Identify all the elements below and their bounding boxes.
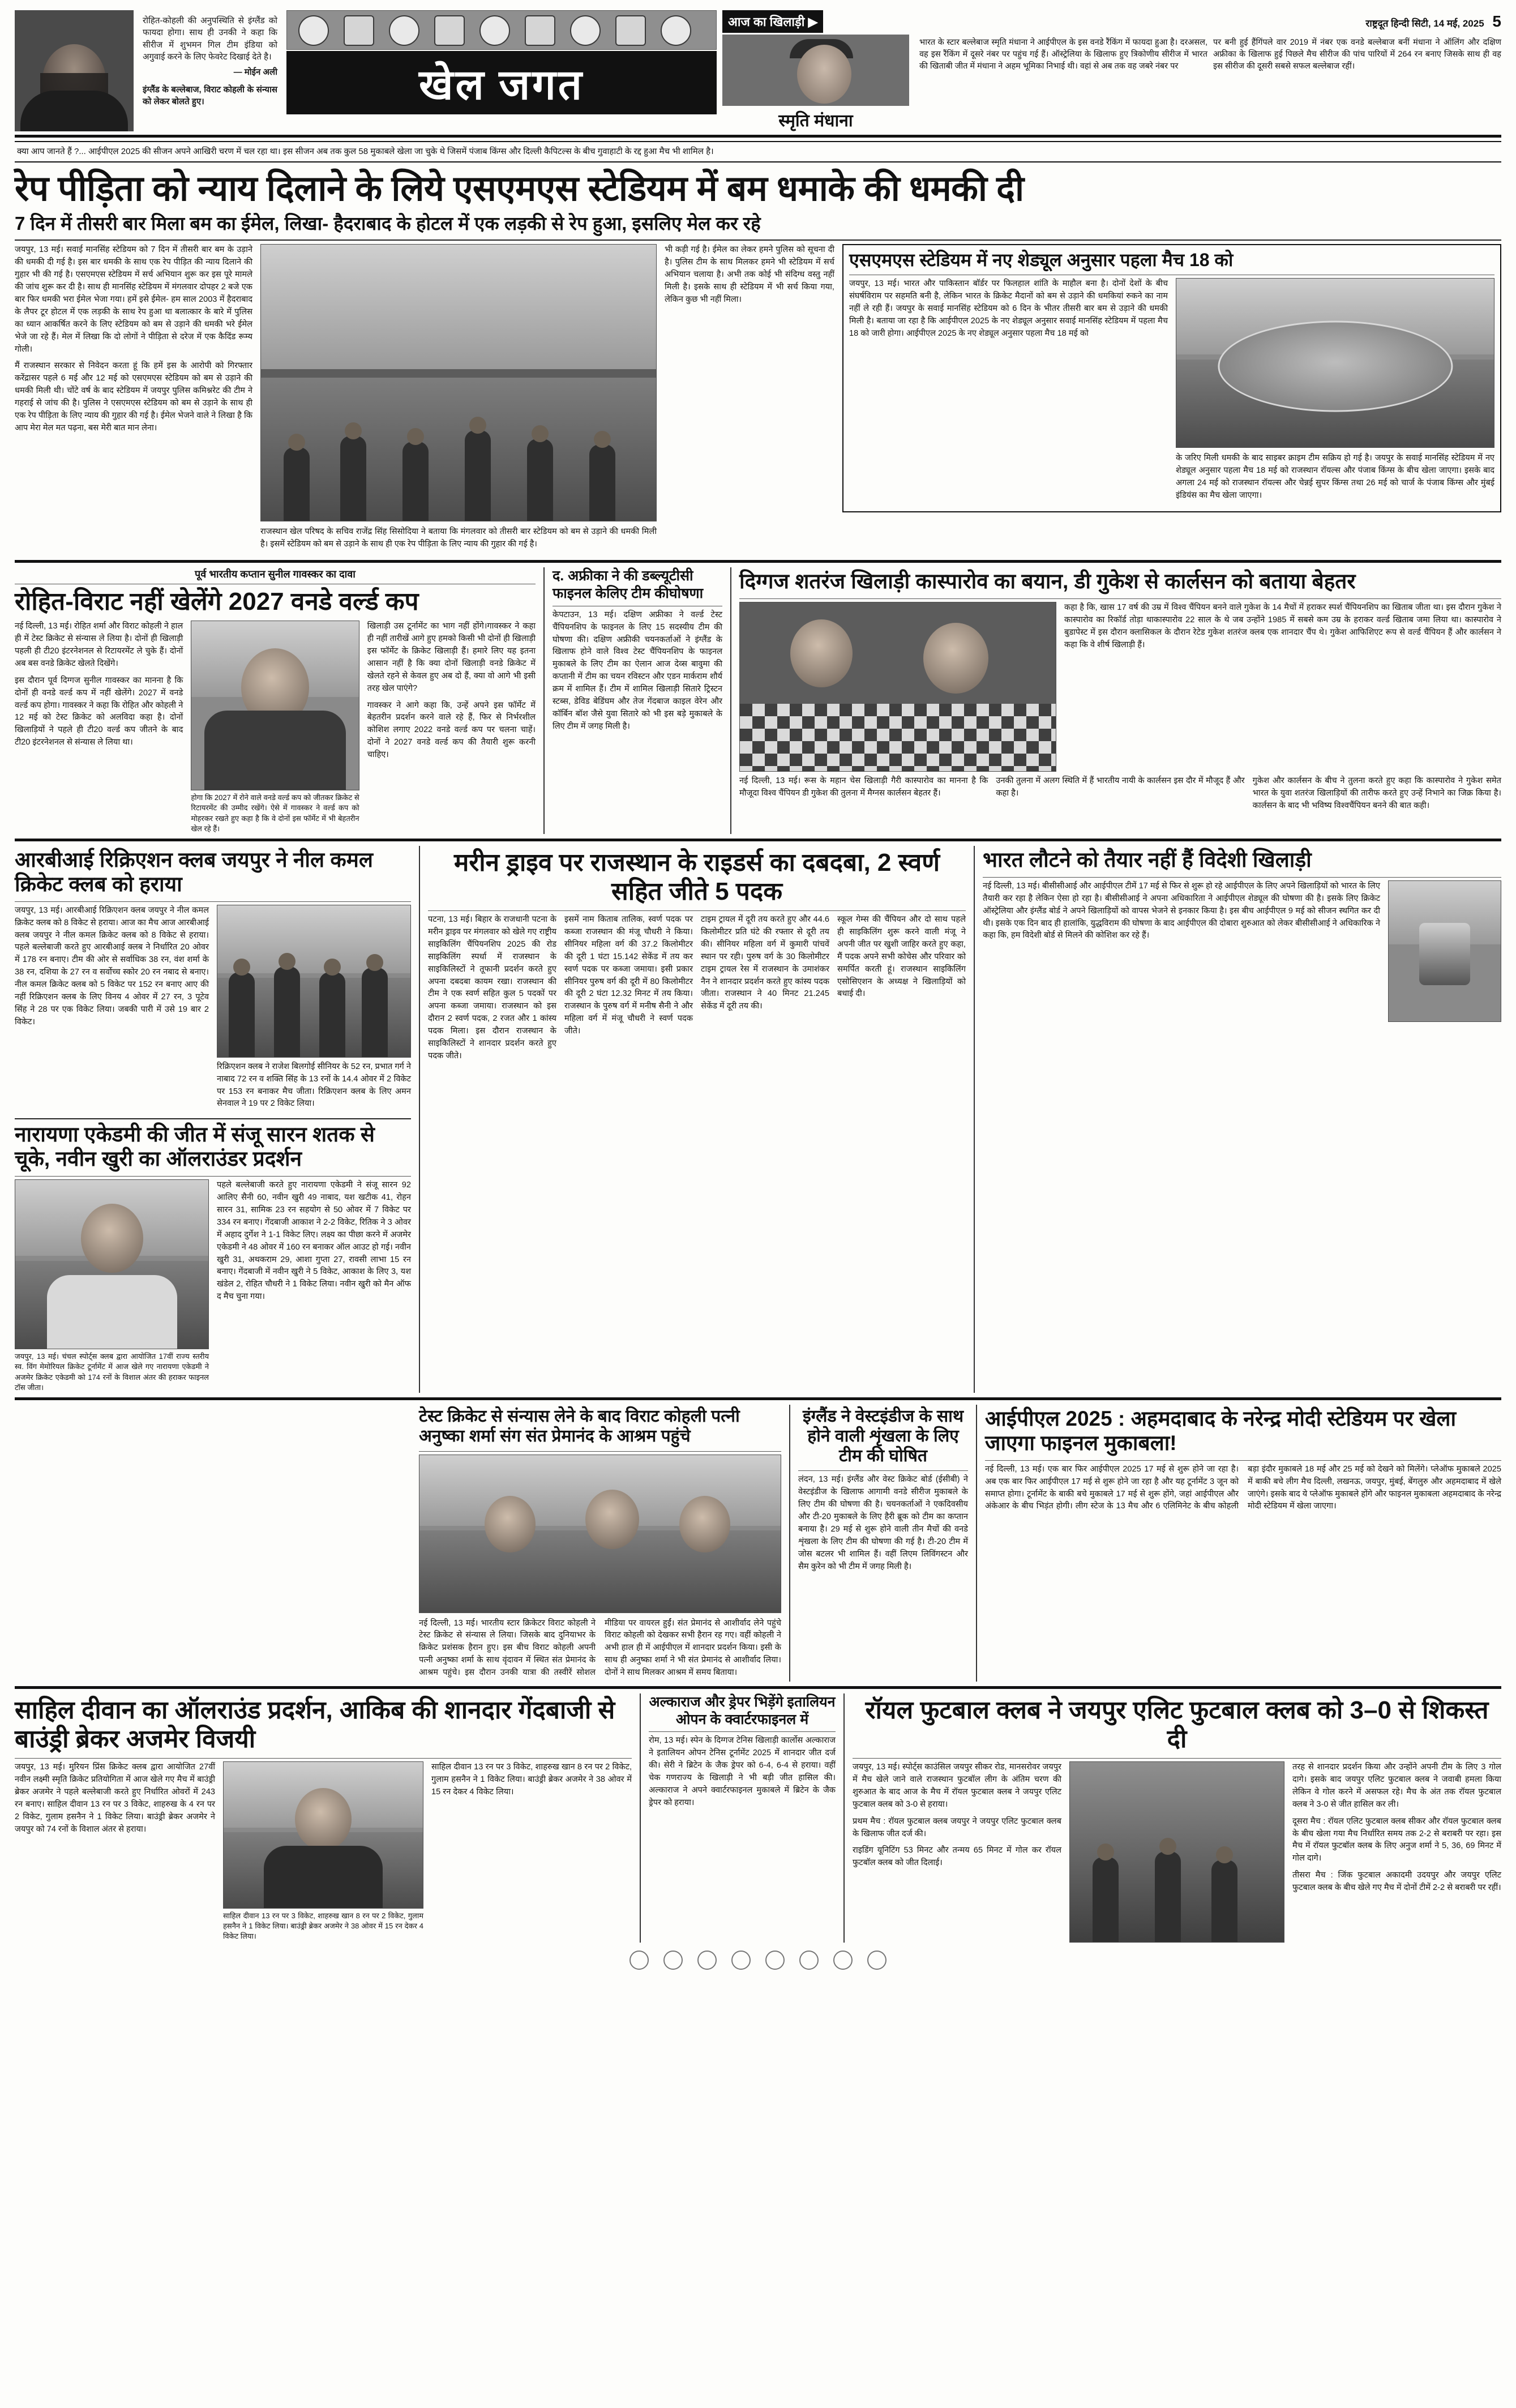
gavaskar-para-4: गावस्कर ने आगे कहा कि, उन्हें अपने इस फॉर्मेट में बेहतरीन प्रदर्शन करने वाले रहे हैं, फिर से निर्भरशील कोशिश लगाए 2022 वनडे वर्ल्ड कप पर चलना चाहें। दोनों ने 2027 वनडे वर्ल्ड कप की तैयारी शुरू करनी चाहिए।	[367, 700, 536, 760]
royal-para-1: जयपुर, 13 मई। स्पोर्ट्स काउंसिल जयपुर सीकर रोड, मानसरोवर जयपुर में मैच खेले जाने वाले राजस्थान फुटबॉल लीग के अंतिम चरण की शुरुआत के बाद आज के मैच में रॉयल फुटबाल क्लब ने जयपुर एलिट फुटबाल क्लब को 3-0 से हराया।	[853, 1763, 1061, 1809]
reg-dot	[867, 1951, 887, 1970]
basketball-icon	[479, 15, 510, 46]
chess-players-photo	[739, 602, 1056, 772]
row-sahil-alcaraz-royal	[15, 1693, 1501, 1943]
reg-dot	[799, 1951, 819, 1970]
wtc-body: केपटाउन, 13 मई। दक्षिण अफ्रीका ने वर्ल्ड टेस्ट चैंपियनशिप के फाइनल के लिए 15 सदस्यीय टीम की घोषणा की। दक्षिण अफ्रीकी चयनकर्ताओं ने इंग्लैंड के खिलाफ होने वाले विश्व टेस्ट चैंपियनशिप के फाइनल मुकाबले के लिए टीम का ऐलान आज देव्स बावुमा की कप्तानी में टीम का चयन रविस्टन और एडन मार्कराम शौर्य क्रम में शामिल हैं। टीम में शामिल खिलाड़ी सितारे ट्रिस्टन स्टब्स, डेविड बेडिंघम और तेज गेंदबाज काइल वेरेन और कॉर्बिन बॉश जैसे युवा सितारे को भी इस बड़े मुकाबले के लिए टीम में जगह मिली है।	[553, 610, 722, 731]
chess-para-3: कहा है कि, खास 17 वर्ष की उम्र में विश्व चैंपियन बनने वाले गुकेश के 14 मैचों में हराकर स्पर्श चैंपियनशिप का खिताब जीता था। इस दौरान गुकेश ने कास्पारोव का रिकॉर्ड तोड़ा थाकास्पारोव 22 साल के थे जब उन्होंने 1985 में सबसे कम उम्र के हराकर वर्ल्ड खिताब जमा लिया था। कास्पारोव ने बुडापेस्ट में इस दौरान क्लासिकल के दौरान रेटेड गुकेश शतरंज क्लब एक शानदार चैंप थे। गुकेश आफिशिएट रूप से वर्ल्ड चैंपियन हैं और कार्लसन ने कहा कि वे शीर्ष खिलाड़ी हैं।	[1064, 603, 1501, 649]
sahil-body: जयपुर, 13 मई। मुरियन प्रिंस क्रिकेट क्लब द्वारा आयोजित 27वीं नवीन लक्ष्मी स्मृति क्रिकेट प्रतियोगिता में आज खेले गए मैच में बाउंड्री ब्रेकर अजमेर ने पहले बल्लेबाजी करते हुए निर्धारित ओवरों में 243 रन बनाए। साहिल दीवान 13 रन पर 3 विकेट, शाहरुख के 4 रन पर 2 विकेट, गुलाम हसनैन ने 1 विकेट लिया। बाउंड्री ब्रेकर अजमेर ने जयपुर को 74 रनों के विशाल अंतर से हराया।	[15, 1763, 215, 1834]
royal-para-3: राइडिंग यूनिटिंग 53 मिनट और तन्मय 65 मिनट में गोल कर रॉयल फुटबॉल क्लब को जीत दिलाई।	[853, 1846, 1061, 1868]
chess-para-2: उनकी तुलना में अलग स्थिति में हैं भारतीय नायी के कार्लसन इस दौर में मौजूद हैं और कहा है।	[996, 776, 1245, 798]
masthead-right-text-1: भारत के स्टार बल्लेबाज स्मृति मंधाना ने आईपीएल के इस वनडे रैंकिंग में फायदा हुआ है। दरअसल, वह इस रैंकिंग में दूसरे नंबर पर पहुंच गई हैं। ऑस्ट्रेलिया के खिलाफ हुए त्रिकोणीय सीरीज में भारत की खिताबी जीत में मंधाना ने अहम भूमिका निभाई थी। वहां से अब तक वह जबरे नंबर पर	[919, 37, 1207, 71]
marine-headline: मरीन ड्राइव पर राजस्थान के राइडर्स का दबदबा, 2 स्वर्ण सहित जीते 5 पदक	[453, 849, 940, 906]
trophy-icon	[344, 15, 374, 46]
virat-ashram-headline: टेस्ट क्रिकेट से संन्यास लेने के बाद विराट कोहली पत्नी अनुष्का शर्मा संग संत प्रेमानंद के आश्रम पहुंचे	[419, 1406, 740, 1445]
england-wi-headline: इंग्लैंड ने वेस्टइंडीज के साथ होने वाली शृंखला के लिए टीम की घोषित	[802, 1406, 964, 1465]
marine-col-1: पटना, 13 मई। बिहार के राजधानी पटना के मरीन ड्राइव पर मंगलवार को खेले गए राष्ट्रीय साइकिलिंग चैंपियनशिप 2025 की रोड साइकिलिंग स्पर्धा में राजस्थान के साइकिलिस्टों ने तूफानी प्रदर्शन करते हुए अपना दबदबा कायम रखा। राजस्थान की टीम ने एक स्वर्ण सहित कुल 5 पदकों पर अपना कब्जा जमाया। राजस्थान को इस दौरान 2 स्वर्ण पदक, 2 रजत और 1 कांस्य पदक मिला। इस दौरान राजस्थान के साइकिलिस्टों ने शानदार प्रदर्शन करते हुए पदक जीते।	[428, 915, 556, 1060]
lead-para-1: जयपुर, 13 मई। सवाई मानसिंह स्टेडियम को 7 दिन में तीसरी बार बम के उड़ाने की धमकी दी गई है। इस बार धमकी के साथ एक रेप पीड़ित की न्याय दिलाने की गुहार भी की गई है। एसएमएस स्टेडियम में सर्च अभियान शुरू कर इस पूरे मामले की जांच शुरू कर दी है। साथ ही मानसिंह स्टेडियम में मंगलवार दोपहर 2 बजे एक बार फिर धमकी भरा ईमेल भेजा गया। हमें इसे ईमेल- हम साल 2003 में हैदराबाद के लैपर टूर होटल में एक लड़की के साथ रेप हुआ था बलात्कार के बारे में पुलिस का ध्यान आकर्षित करने के लिए स्टेडियम को बम से उड़ाने की धमकी भरे ईमेल भेजे जा रहे हैं। मेल में लिखा कि दो लोगों ने पीड़िता से दरेज में एक कैदिंड रूम्य गोली।	[15, 245, 252, 354]
sahil-player-photo	[223, 1761, 423, 1909]
section-logo-block	[286, 10, 717, 131]
medal-icon	[615, 15, 646, 46]
paper-dateline	[919, 10, 1501, 33]
football-icon	[389, 15, 419, 46]
masthead-quote-text: रोहित-कोहली की अनुपस्थिति से इंग्लैंड को फायदा होगा। साथ ही उनकी ने कहा कि सीरीज में शुभमन गिल टीम इंडिया को अगुवाई करने के लिए फेवरेट दिखाई देते है।	[143, 16, 277, 62]
lead-para-4: भी कड़ी गई है। ईमेल का लेकर हमने पुलिस को सूचना दी है। पुलिस टीम के साथ मिलकर हमने भी स्टेडियम में सर्च अभियान चलाया है। अभी तक कोई भी संदिग्ध वस्तु नहीं मिली है। इसके साथ ही स्टेडियम में भी सर्च किया गया, लेकिन कुछ भी नहीं मिला।	[665, 245, 834, 304]
sahil-headline: साहिल दीवान का ऑलराउंड प्रदर्शन, आकिब की शानदार गेंदबाजी से बाउंड्री ब्रेकर अजमेर विजयी	[15, 1696, 615, 1753]
rbi-headline: आरबीआई रिक्रिएशन क्लब जयपुर ने नील कमल क्रिकेट क्लब को हराया	[15, 848, 373, 896]
lead-photo-security	[260, 244, 657, 521]
racket-icon	[525, 15, 555, 46]
gavaskar-photo-caption: होगा कि 2027 में रोने वाले वनडे वर्ल्ड कप को जीतकर क्रिकेट से रिटायरमेंट की उम्मीद रखेंगे। ऐसे में गावस्कर ने वर्ल्ड कप को मोहरकर रखते हुए कहा है कि वे दोनों इस फॉर्मेट में भी बेहतरीन खेल रहे हैं।	[191, 793, 359, 833]
royal-fc-headline: रॉयल फुटबाल क्लब ने जयपुर एलिट फुटबाल क्लब को 3–0 से शिकस्त दी	[865, 1696, 1489, 1753]
royal-right-col: तरह से शानदार प्रदर्शन किया और उन्होंने अपनी टीम के लिए 3 गोल दागे। इसके बाद जयपुर एलिट फुटबाल क्लब ने जवाबी हमला किया लेकिन वे गोल करने में असफल रहे। मैच के अंत तक रॉयल फुटबाल क्लब ने 3-0 से जीत हासिल कर ली।	[1292, 1763, 1501, 1809]
england-wi-body: लंदन, 13 मई। इंग्लैंड और वेस्ट क्रिकेट बोर्ड (ईसीबी) ने वेस्टइंडीज के खिलाफ आगामी वनडे सीरीज मुकाबले के लिए टीम की घोषणा की है। चयनकर्ताओं ने एकदिवसीय और टी-20 मुकाबले के लिए हैरी ब्रूक को टीम का कप्तान बनाया है। 29 मई से शुरू होने वाली तीन मैचों की वनडे शृंखला के लिए टीम की घोषणा की गई है। टी-20 टीम में जोस बटलर भी शामिल हैं। वहीं लिएम लिविंगस्टन और सैम कुरेन को भी टीम में जगह मिली है।	[798, 1475, 968, 1571]
reg-dot	[697, 1951, 717, 1970]
registration-dots	[15, 1943, 1501, 1973]
lead-story-body	[15, 244, 1501, 555]
narayana-player-photo	[15, 1179, 209, 1349]
narayana-headline: नारायणा एकेडमी की जीत में संजू सारन शतक से चूके, नवीन खुरी का ऑलराउंडर प्रदर्शन	[15, 1123, 375, 1171]
masthead-right-text-2: पर बनी हुई हैंगिंपले वार 2019 में नंबर एक वनडे बल्लेबाज बनीं मंधाना ने ऑलिंग और दक्षिण अफ्रीका के खिलाफ हुई पिछले मैच सीरीज की पांच पारियों में 264 रन बनाए जिसके साथ ही वह इस सीरीज की दूसरी सबसे सफल बल्लेबाज रहीं।	[1213, 37, 1501, 71]
bat-icon	[434, 15, 465, 46]
royal-fc-match-photo	[1069, 1761, 1284, 1943]
foreign-players-body: नई दिल्ली, 13 मई। बीसीसीआई और आईपीएल टीमें 17 मई से फिर से शुरू हो रहे आईपीएल के लिए अपने खिलाड़ियों को भारत के लिए तैयारी कर रहा है लेकिन ऐसा हो रहा है। बीसीसीआई ने अपना अधिकारिता ने आईपीएल शेड्यूल की घोषणा की है। इसके लिए क्रिकेट ऑस्ट्रेलिया और इंग्लैंड बोर्ड ने अपने खिलाड़ियों को वापस भेजने से इनकार किया है। इस बीच आईपीएल 9 मई को सीजन स्थगित कर दी थी। इसके एक दिन बाद ही हालांकि, युद्धविराम की घोषणा के बाद आईपीएल की दोबारा शुरुआत को लेकर बीसीसीआई ने अधिकारिक ने कहा कि, हम विदेशी बोर्ड से मिलने की कोशिश कर रहे हैं।	[983, 881, 1380, 940]
chess-headline: दिग्गज शतरंज खिलाड़ी कास्पारोव का बयान, डी गुकेश से कार्लसन को बताया बेहतर	[739, 570, 1356, 593]
page-number: 5	[1492, 12, 1501, 30]
sms-box-para-1: जयपुर, 13 मई। भारत और पाकिस्तान बॉर्डर पर फिलहाल शांति के माहौल बना है। दोनों देशों के बीच संघर्षविराम पर सहमति बनी है, लेकिन भारत के क्रिकेट मैदानों को बम से उड़ाने की धमकियां रुकने का नाम नहीं ले रही हैं। जयपुर के सवाई मानसिंह स्टेडियम को 6 दिन के भीतर तीसरी बार बम से उड़ाने की धमकी मिली है। बताया जा रहा है कि आईपीएल 2025 के नए शेड्यूल अनुसार सवाई मानसिंह स्टेडियम में पहला मैच 18 को जारी होगा। आईपीएल 2025 के नए शेड्यूल अनुसार पहला मैच 18 मई को	[849, 279, 1168, 338]
stadium-photo	[1176, 278, 1494, 448]
narayana-body: पहले बल्लेबाजी करते हुए नारायणा एकेडमी ने संजू सारन 92 आलिए सैनी 60, नवीन खुरी 49 नाबाद, यश खटीक 41, रोहन सारन 31, सामिक 23 रन सहयोग से 50 ओवर में 7 विकेट पर 334 रन बनाए। गेंदबाजी आकाश ने 2-2 विकेट, रितिक ने 3 ओवर में अहाद दुर्गेश ने 1-1 विकेट लिए। लक्ष्य का पीछा करने में अजमेर एकेडमी ने 48 ओवर में 160 रन बनाकर ऑल आउट हो गई। नवीन खुरी 31, अथकराम 29, आशा गुप्ता 27, रावसी लाभा 15 रन बनाए। गेंदबाजी में नवीन खुरी ने 5 विकेट, आकाश के लिए 3, यश खंडेल 2, रोहित चौधरी ने 1 विकेट लिया। नवीन खुरी को मैन ऑफ द मैच चुना गया।	[217, 1181, 411, 1302]
today-player-tag: आज का खिलाड़ी ▶	[722, 10, 823, 33]
section-logo-title: खेल जगत	[286, 51, 717, 114]
today-player-photo	[722, 35, 909, 106]
reg-dot	[663, 1951, 683, 1970]
lead-photo-caption: राजस्थान खेल परिषद के सचिव राजेंद्र सिंह सिसोदिया ने बताया कि मंगलवार को तीसरी बार स्टेडियम को बम से उड़ाने की धमकी मिली है। इसमें स्टेडियम को बम से उड़ाने के साथ ही एक रेप पीड़िता के लिए न्याय की गुहार की गई है।	[260, 527, 657, 549]
alcaraz-headline: अल्काराज और ड्रेपर भिड़ेंगे इतालियन ओपन के क्वार्टरफाइनल में	[649, 1693, 836, 1728]
cricket-ball-icon	[298, 15, 329, 46]
marine-col-4: स्कूल गेम्स की चैंपियन और दो साथ पहले ही साइकिलिंग शुरू करने वाली मंजू ने अपनी जीत पर खुशी जाहिर करते हुए कहा, मैं पदक अपने सभी कोचेस और परिवार को समर्पित करती हूं। राजस्थान साइकिलिंग एसोसिएशन के अध्यक्ष ने खिलाड़ियों को बधाई दी।	[837, 915, 966, 999]
marine-col-3: टाइम ट्रायल में दूरी तय करते हुए और 44.6 किलोमीटर प्रति घंटे की रफ्तार से दूरी तय की। सीनियर महिला वर्ग में कुमारी पांचवें स्थान पर रही। पुरुष वर्ग के 30 किलोमीटर टाइम ट्रायल रेस में राजस्थान के उमाशंकर नैन ने शानदार प्रदर्शन करते हुए कांस्य पदक जीता। राजस्थान ने 40 मिनट 21.245 सेकेंड में दूरी तय की।	[701, 915, 829, 1011]
rbi-para-1: जयपुर, 13 मई। आरबीआई रिक्रिएशन क्लब जयपुर ने नील कमल क्रिकेट क्लब को 8 विकेट से हराया। आज का मैच आज आरबीआई क्लब जयपुर ने नील कमल क्रिकेट क्लब को 8 विकेट से हराया। पहले बल्लेबाजी करते हुए आरबीआई क्लब ने निर्धारित 20 ओवर में 178 रन बनाए। टीम की ओर से सर्वाधिक 38 रन, वंश शर्मा के 38 रन, दशिया के 27 रन व सर्वोच्च स्कोर 20 रन नबाद से बनाए। नील कमल क्रिकेट क्लब को 5 विकेट पर 152 रन बनाए आए की नहीं रिक्रिएशन क्लब के लिए विनय 4 ओवर में 27 रन, 3 पूटेव सिंह ने 28 पर एक विकेट लिया। जबकी पारी में उसे 19 बार 2 विकेट।	[15, 905, 209, 1026]
shuttle-icon	[570, 15, 601, 46]
today-player-name: स्मृति मंधाना	[778, 112, 853, 130]
marine-col-2: इसमें नाम किताब तालिक, स्वर्ण पदक पर कब्जा राजस्थान की मंजू चौधरी ने किया। सीनियर महिला वर्ग की 37.2 किलोमीटर की दूरी 1 घंटा 15.142 सेकेंड में तय कर स्वर्ण पदक पर कब्जा जमाया। इसी प्रकार सीनियर पुरुष वर्ग की दूरी में 80 किलोमीटर की दूरी 2 घंटा 12.32 मिनट में तय किया। राजस्थान के पुरुष वर्ग में मनीष सैनी ने और महिला वर्ग में मंजू चौधरी ने स्वर्ण पदक जीते।	[564, 915, 693, 1036]
royal-para-2: प्रथम मैच : रॉयल फुटबाल क्लब जयपुर ने जयपुर एलिट फुटबाल क्लब के खिलाफ जीत दर्ज की।	[853, 1816, 1061, 1838]
sms-stadium-box-headline: एसएमएस स्टेडियम में नए शेड्यूल अनुसार पहला मैच 18 को	[849, 250, 1234, 271]
row-gavaskar-chess	[15, 567, 1501, 834]
sahil-body-extra: साहिल दीवान 13 रन पर 3 विकेट, शाहरुख खान 8 रन पर 2 विकेट, गुलाम हसनैन ने 1 विकेट लिया। बाउंड्री ब्रेकर अजमेर ने 38 ओवर में 15 रन देकर 4 विकेट लिया।	[431, 1763, 632, 1797]
masthead-quote-author: — मोईन अली	[233, 67, 277, 78]
reg-dot	[629, 1951, 649, 1970]
did-you-know-bar: क्या आप जानते हैं ?... आईपीएल 2025 की सीजन अपने आखिरी चरण में चल रहा था। इस सीजन अब तक कुल 58 मुकाबले खेला जा चुके थे जिसमें पंजाब किंग्स और दिल्ली कैपिटल्स के बीच गुवाहाटी के रद्द हुआ मैच भी शामिल है।	[15, 141, 1501, 162]
reg-dot	[731, 1951, 751, 1970]
ipl-final-body: नई दिल्ली, 13 मई। एक बार फिर आईपीएल 2025 17 मई से शुरू होने जा रहा है। अब एक बार फिर आईपीएल 17 मई से शुरू होने जा रहा है और यह टूर्नामेंट 3 जून को समाप्त होगा। टूर्नामेंट के बाकी बचे मुकाबले 17 मई से शुरू होंगे, जहां आईपीएल और अंकेआर के बीच भिड़ंत होगी। लीग स्टेज के 13 मैच और 6 एलिमिनेट के बीच कोहली बड़ा इंदौर मुकाबले 18 मई और 25 मई को देखने को मिलेंगे। प्लेऑफ मुकाबले 2025 में बाकी बचे लीग मैच दिल्ली, लखनऊ, जयपुर, मुंबई, बेंगलुरु और अहमदाबाद में खेले जाएंगे। इसके बाद ये प्लेऑफ मुकाबले होंगे और फाइनल मुकाबला अहमदाबाद के नरेन्द्र मोदी स्टेडियम में खेला जाएगा।	[985, 1464, 1501, 1511]
gavaskar-kicker: पूर्व भारतीय कप्तान सुनील गावस्कर का दावा	[195, 568, 356, 580]
masthead-photo-moeen-ali	[15, 10, 134, 131]
today-player-block	[722, 10, 909, 131]
gavaskar-headline: रोहित-विराट नहीं खेलेंगे 2027 वनडे वर्ल्ड कप	[15, 588, 419, 616]
rbi-team-photo	[217, 905, 411, 1058]
rbi-para-2: रिक्रिएशन क्लब ने राजेश बिलगोई सीनियर के 52 रन, प्रभात गर्ग ने नाबाद 72 रन व शक्ति सिंह के 13 रनों के 14.4 ओवर में 2 विकेट पर 153 रन बनाकर मैच जीता। रिक्रिएशन क्लब के लिए अमन सेनवाल ने 19 पर 2 विकेट लिया।	[217, 1062, 411, 1109]
virat-ashram-photo	[419, 1455, 781, 1613]
alcaraz-body: रोम, 13 मई। स्पेन के दिग्गज टेनिस खिलाड़ी कार्लोस अल्काराज ने इतालियन ओपन टेनिस टूर्नामेंट 2025 में शानदार जीत दर्ज की। सेरी ने ब्रिटेन के जैक ड्रेपर को 6-4, 6-4 से हराया। वहीं चेक गणराज्य के खिलाड़ी ने भी बड़ी जीत हासिल की। अल्काराज ने अपने क्वार्टरफाइनल मुकाबले में ब्रिटेन के जैक ड्रेपर को हराया।	[649, 1736, 836, 1807]
lead-subheadline: 7 दिन में तीसरी बार मिला बम का ईमेल, लिखा- हैदराबाद के होटल में एक लड़की से रेप हुआ, इसलिए मेल कर रहे	[15, 213, 761, 234]
royal-para-5: तीसरा मैच : जिंक फुटबाल अकादमी उदयपुर और जयपुर एलिट फुटबाल क्लब के बीच खेले गए मैच में दोनों टीमें 2-2 से बराबरी पर रहीं।	[1292, 1871, 1501, 1893]
masthead-quote-sub: इंग्लैंड के बल्लेबाज, विराट कोहली के संन्यास को लेकर बोलते हुए।	[143, 85, 277, 107]
sahil-photo-caption: साहिल दीवान 13 रन पर 3 विकेट, शाहरुख खान 8 रन पर 2 विकेट, गुलाम हसनैन ने 1 विकेट लिया। बाउंड्री ब्रेकर अजमेर ने 38 ओवर में 15 रन देकर 4 विकेट लिया।	[223, 1911, 423, 1941]
gavaskar-para-3: खिलाड़ी उस टूर्नामेंट का भाग नहीं होंगे।गावस्कर ने कहा ही नहीं तारीखें आगे हुए हमको किसी भी दोनों ही खिलाड़ी इस फॉर्मेट के क्रिकेट खिलाड़ी हैं। हमारे लिए यह इतना आसान नहीं है कि क्या दोनों खिलाड़ी वनडे क्रिकेट में खेलते रहने से केवल हुए अब दो हैं, क्या वो आगे भी इसी तरह खेल पाएंगे?	[367, 622, 536, 693]
gavaskar-para-1: नई दिल्ली, 13 मई। रोहित शर्मा और विराट कोहली ने हाल ही में टेस्ट क्रिकेट से संन्यास ले लिया है। दोनों ही खिलाड़ी पहली ही टी20 इंटरनेशनल से रिटायरमेंट ले चुके हैं। दोनों अब बस वनडे क्रिकेट खेलते दिखेंगे।	[15, 622, 183, 668]
chess-para-4: गुकेश और कार्लसन के बीच ने तुलना करते हुए कहा कि कास्पारोव ने गुकेश समेत भारत के युवा शतरंज खिलाड़ियों की तारीफ करते हुए उन्हें निभाने का जिक्र किया है। कार्लसन के बाद भी भविष्य विश्वचैंपियन बनने की बात कही।	[1252, 776, 1501, 810]
row-rbi-marine-foreign	[15, 846, 1501, 1393]
virat-ashram-body: नई दिल्ली, 13 मई। भारतीय स्टार क्रिकेटर विराट कोहली ने टेस्ट क्रिकेट से संन्यास ले लिया। जिसके बाद दुनियाभर के क्रिकेट प्रशंसक हैरान हुए। इस बीच विराट कोहली अपनी पत्नी अनुष्का शर्मा के साथ वृंदावन में स्थित संत प्रेमानंद के आश्रम पहुंचे। इस दौरान उनकी यात्रा की तस्वीरें सोशल मीडिया पर वायरल हुईं। संत प्रेमानंद से आशीर्वाद लेने पहुंचे विराट कोहली को देखकर सभी हैरान रह गए। वहीं कोहली ने अभी हाल ही में आईपीएल में शानदार प्रदर्शन किया। इसी के साथ ही अनुष्का शर्मा ने भी संत प्रेमानंद से आशीर्वाद लिया। दोनों ने साथ मिलकर आश्रम में समय बिताया।	[419, 1618, 781, 1678]
sms-stadium-box	[842, 244, 1501, 512]
wtc-kicker: द. अफ्रीका ने की डब्ल्यूटीसी फाइनल केलिए टीम कीघोषणा	[553, 568, 704, 602]
gavaskar-photo	[191, 621, 359, 790]
foreign-players-headline: भारत लौटने को तैयार नहीं हैं विदेशी खिलाड़ी	[983, 848, 1312, 871]
narayana-photo-caption: जयपुर, 13 मई। चंचल स्पोर्ट्स क्लब द्वारा आयोजित 17वीं राज्य स्तरीय स्व. विंग मेमोरियल क्रिकेट टूर्नामेंट में आज खेले गए नारायणा एकेडमी ने अजमेर क्रिकेट एकेडमी को 174 रनों के विशाल अंतर की हराकर फाइनल टॉस जीता।	[15, 1352, 209, 1392]
royal-para-4: दूसरा मैच : रॉयल एलिट फुटबाल क्लब सीकर और रॉयल फुटबाल क्लब के बीच खेला गया मैच निर्धारित समय तक 2-2 से बराबरी पर रहा। इस मैच में रॉयल फुटबॉल क्लब के लिए अनुज शर्मा ने 5, 36, 69 मिनट में गोल दागे।	[1292, 1816, 1501, 1863]
lead-para-2: मैं राजस्थान सरकार से निवेदन करता हूं कि हमें इस के आरोपी को गिरफ्तार करेंद्रासर पहले 6 मई और 12 मई को एसएमएस स्टेडियम को बम से उड़ाने की धमकी मिली थी। चोंटे वर्ष के बाद स्टेडियम में जयपुर पुलिस कमिश्नरेट की टीम ने गहराई से जांच की है। पुलिस ने एसएमएस स्टेडियम को बम से उड़ाने के साथ ही एक रेप पीड़िता के लिए न्याय की गुहार की गई है। ईमेल भेजने वाले ने लिखा है कि आप मेरा मेल मत पढ़ना, बस मेरी बात मान लेना।	[15, 361, 252, 433]
row-test-england-ipl	[15, 1405, 1501, 1682]
lead-headline: रेप पीड़िता को न्याय दिलाने के लिये एसएमएस स्टेडियम में बम धमाके की धमकी दी	[15, 169, 1024, 208]
chess-para-1: नई दिल्ली, 13 मई। रूस के महान चेस खिलाड़ी गैरी कास्पारोव का मानना है कि मौजूदा विश्व चैंपियन डी गुकेश की तुलना में मैग्नस कार्लसन बेहतर हैं।	[739, 776, 988, 798]
stopwatch-icon	[661, 15, 691, 46]
ipl-trophy-photo	[1388, 880, 1501, 1022]
reg-dot	[833, 1951, 853, 1970]
masthead-quote-block	[139, 10, 281, 131]
sms-box-para-2: के जरिए मिली धमकी के बाद साइबर क्राइम टीम सक्रिय हो गई है। जयपुर के सवाई मानसिंह स्टेडियम में नए शेड्यूल अनुसार पहला मैच 18 मई को राजस्थान रॉयल्स और पंजाब किंग्स के बीच खेला जाएगा। इसके बाद अगला 24 मई को राजस्थान रॉयल्स और चेन्नई सुपर किंग्स तथा 26 मई को चार्ज के पंजाब किंग्स और मुंबई इंडियंस का मैच खेला जाएगा।	[1176, 454, 1494, 500]
masthead	[15, 10, 1501, 138]
sports-icon-strip	[286, 10, 717, 50]
masthead-right-column	[915, 10, 1501, 131]
paper-name-date: राष्ट्रदूत हिन्दी सिटी, 14 मई, 2025	[1365, 18, 1484, 29]
gavaskar-para-2: इस दौरान पूर्व दिग्गज सुनील गावस्कर का मानना है कि दोनों ही वनडे वर्ल्ड कप में नहीं खेलेंगे। 2027 में वनडे वर्ल्ड कप होगा। गावस्कर ने कहा कि रोहित और कोहली ने 12 मई को टेस्ट क्रिकेट को अलविदा कहा है। दोनों खिलाड़ियों ने पहले ही टी20 वर्ल्ड कप जीतने के बाद टी20 इंटरनेशनल से संन्यास ले लिया था।	[15, 675, 183, 747]
reg-dot	[765, 1951, 785, 1970]
ipl-final-headline: आईपीएल 2025 : अहमदाबाद के नरेन्द्र मोदी स्टेडियम पर खेला जाएगा फाइनल मुकाबला!	[985, 1406, 1457, 1455]
